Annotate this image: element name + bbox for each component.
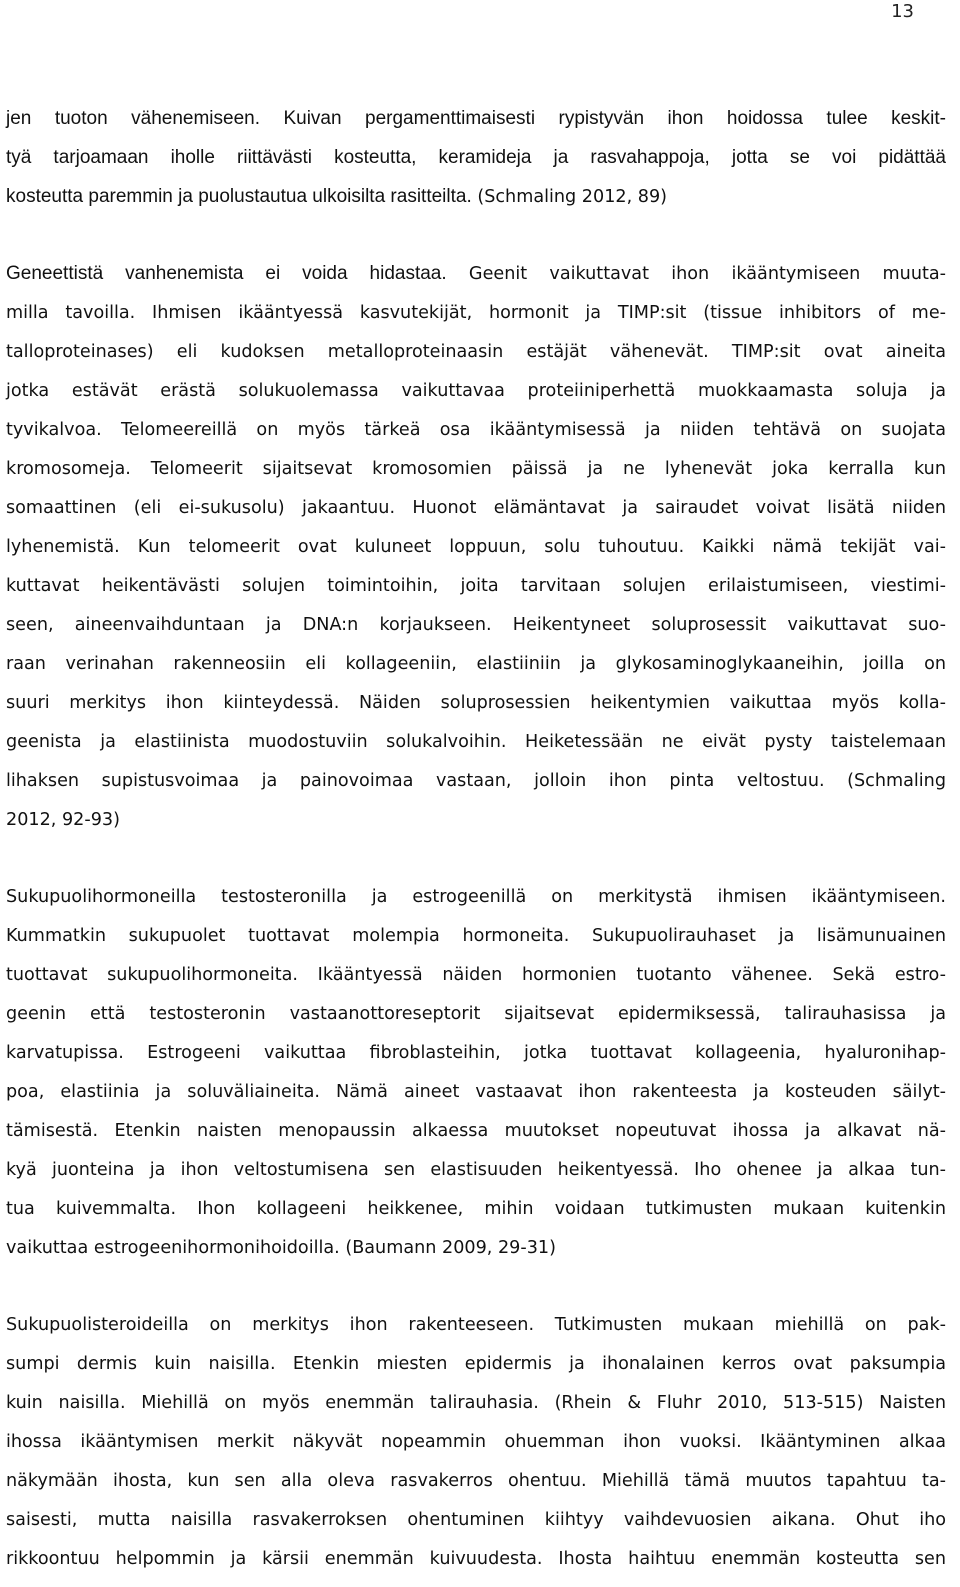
text-line: karvatupissa. Estrogeeni vaikuttaa fibroblasteihin, jotka tuottavat kollageenia, hyaluronihap-: [6, 1043, 946, 1063]
text-line: [6, 184, 667, 210]
text-line: seen, aineenvaihduntaan ja DNA:n korjaukseen. Heikentyneet soluprosessit vaikuttavat suo-: [6, 615, 946, 635]
text-line: geenin että testosteronin vastaanottoreseptorit sijaitsevat epidermiksessä, talirauhasissa ja: [6, 1004, 946, 1024]
citation: (Schmaling 2012, 89): [471, 187, 668, 207]
text-line: kuin naisilla. Miehillä on myös enemmän talirauhasia. (Rhein & Fluhr 2010, 513-515) Naisten: [6, 1393, 946, 1413]
text-line: somaattinen (eli ei-sukusolu) jakaantuu. Huonot elämäntavat ja sairaudet voivat lisätä niiden: [6, 498, 946, 518]
text-line: Kummatkin sukupuolet tuottavat molempia hormoneita. Sukupuolirauhaset ja lisämunuainen: [6, 926, 946, 946]
text-line: tämisestä. Etenkin naisten menopaussin alkaessa muutokset nopeutuvat ihossa ja alkavat nä-: [6, 1121, 946, 1141]
text-line: ihossa ikääntymisen merkit näkyvät nopeammin ohuemman ihon vuoksi. Ikääntyminen alkaa: [6, 1432, 946, 1452]
text-line: tua kuivemmalta. Ihon kollageeni heikkenee, mihin voidaan tutkimusten mukaan kuitenkin: [6, 1199, 946, 1219]
page-number: 13: [891, 1, 914, 22]
text-segment: Geneettistä vanhenemista ei voida hidastaa.: [6, 263, 447, 284]
text-line: tuottavat sukupuolihormoneita. Ikääntyessä näiden hormonien tuotanto vähenee. Sekä estro-: [6, 965, 946, 985]
text-line: kuttavat heikentävästi solujen toimintoihin, joita tarvitaan solujen erilaistumiseen, viestimi-: [6, 576, 946, 596]
text-line: lihaksen supistusvoimaa ja painovoimaa vastaan, jolloin ihon pinta veltostuu. (Schmaling: [6, 771, 946, 791]
text-line: sumpi dermis kuin naisilla. Etenkin miesten epidermis ja ihonalainen kerros ovat paksumpia: [6, 1354, 946, 1374]
text-line: milla tavoilla. Ihmisen ikääntyessä kasvutekijät, hormonit ja TIMP:sit (tissue inhibitors of me-: [6, 303, 946, 323]
text-line: saisesti, mutta naisilla rasvakerroksen ohentuminen kiihtyy vaihdevuosien aikana. Ohut iho: [6, 1510, 946, 1530]
text-line: suuri merkitys ihon kiinteydessä. Näiden soluprosessien heikentymien vaikuttaa myös kolla-: [6, 693, 946, 713]
text-line: jotka estävät erästä solukuolemassa vaikuttavaa proteiiniperhettä muokkaamasta soluja ja: [6, 381, 946, 401]
text-line: jen tuoton vähenemiseen. Kuivan pergamenttimaisesti rypistyvän ihon hoidossa tulee keskit-: [6, 108, 946, 129]
text-line: vaikuttaa estrogeenihormonihoidoilla. (Baumann 2009, 29-31): [6, 1238, 556, 1258]
text-line: Sukupuolihormoneilla testosteronilla ja estrogeenillä on merkitystä ihmisen ikääntymiseen.: [6, 887, 946, 907]
text-line: poa, elastiinia ja soluväliaineita. Nämä aineet vastaavat ihon rakenteesta ja kosteuden säilyt-: [6, 1082, 946, 1102]
text-line: tyä tarjoamaan iholle riittävästi kosteutta, keramideja ja rasvahappoja, jotta se voi pidättää: [6, 147, 946, 168]
text-line: geenista ja elastiinista muodostuviin solukalvoihin. Heiketessään ne eivät pysty taistelemaan: [6, 732, 946, 752]
text-line: näkymään ihosta, kun sen alla oleva rasvakerros ohentuu. Miehillä tämä muutos tapahtuu ta-: [6, 1471, 946, 1491]
text-line: kyä juonteina ja ihon veltostumisena sen elastisuuden heikentyessä. Iho ohenee ja alkaa tun-: [6, 1160, 946, 1180]
text-line: talloproteinases) eli kudoksen metalloproteinaasin estäjät vähenevät. TIMP:sit ovat aineita: [6, 342, 946, 362]
text-line: Sukupuolisteroideilla on merkitys ihon rakenteeseen. Tutkimusten mukaan miehillä on pak-: [6, 1315, 946, 1335]
text-line: tyvikalvoa. Telomeereillä on myös tärkeä osa ikääntymisessä ja niiden tehtävä on suojata: [6, 420, 946, 440]
text-line: Geneettistä vanhenemista ei voida hidastaa. Geenit vaikuttavat ihon ikääntymiseen muuta-: [6, 263, 947, 284]
text-segment: kosteutta paremmin ja puolustautua ulkoisilta rasitteilta.: [6, 186, 472, 207]
text-line: 2012, 92-93): [6, 810, 120, 830]
text-line: rikkoontuu helpommin ja kärsii enemmän kuivuudesta. Ihosta haihtuu enemmän kosteutta sen: [6, 1549, 946, 1569]
text-line: lyhenemistä. Kun telomeerit ovat kuluneet loppuun, solu tuhoutuu. Kaikki nämä tekijät vai-: [6, 537, 946, 557]
text-line: raan verinahan rakenneosiin eli kollageeniin, elastiiniin ja glykosaminoglykaaneihin, joilla on: [6, 654, 946, 674]
text-line: kromosomeja. Telomeerit sijaitsevat kromosomien päissä ja ne lyhenevät joka kerralla kun: [6, 459, 946, 479]
